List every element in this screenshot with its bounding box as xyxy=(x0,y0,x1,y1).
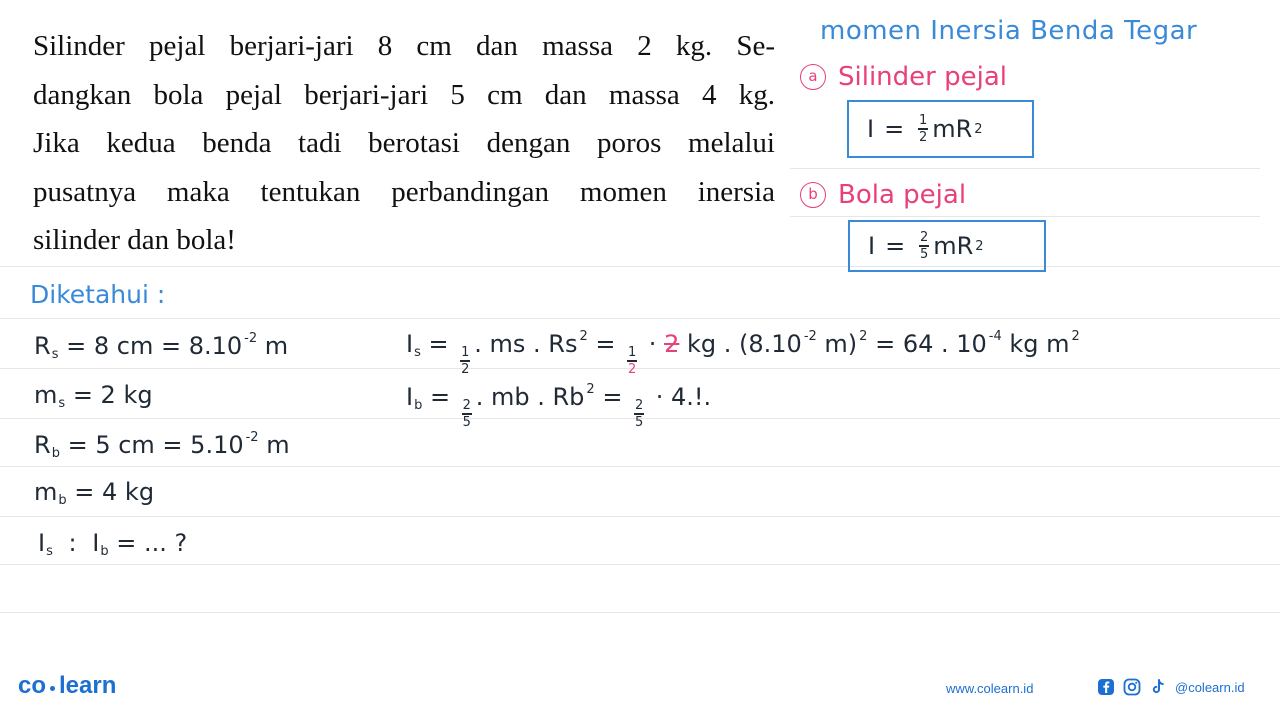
notes-title: momen Inersia Benda Tegar xyxy=(820,16,1198,46)
option-b xyxy=(800,180,966,210)
option-b-marker: b xyxy=(800,182,826,208)
problem-line: pusatnya maka tentukan perbandingan momen inersia xyxy=(33,175,775,208)
website-link[interactable]: www.colearn.id xyxy=(946,681,1034,696)
formula-box-cylinder xyxy=(847,100,1034,158)
facebook-icon[interactable] xyxy=(1097,678,1115,696)
problem-line: Silinder pejal berjari-jari 8 cm dan massa 2 kg. Se- xyxy=(33,30,775,62)
option-a xyxy=(800,62,1007,92)
problem-text xyxy=(33,22,775,265)
formula-symbol: I xyxy=(867,115,875,143)
given-radius-sphere: $R_b = 5$ cm = 5.10 $^{-2}$ m xyxy=(34,430,290,461)
formula-symbol: I xyxy=(868,232,876,260)
solution-inertia-cylinder: $I_s$ = $\frac{1}{2}$ . ms . Rs $^2$ = $\frac{1}{2}$ · 2 kg . (8.10 $^{-2}$ m) $^2$ = 64 . 10 $^{-4}$ kg m $^2$ xyxy=(406,329,1080,377)
problem-line: Jika kedua benda tadi berotasi dengan poros melalui xyxy=(33,127,775,159)
crossed-out-value: 2 xyxy=(664,330,680,358)
social-links xyxy=(1097,678,1245,696)
problem-line: dangkan bola pejal berjari-jari 5 cm dan massa 4 kg. xyxy=(33,78,775,111)
formula-equals: = xyxy=(885,232,906,260)
option-a-label: Silinder pejal xyxy=(838,62,1007,92)
option-a-marker: a xyxy=(800,64,826,90)
option-b-label: Bola pejal xyxy=(838,180,967,210)
formula-exponent: 2 xyxy=(974,121,983,137)
ruled-line xyxy=(0,466,1280,467)
problem-line: silinder dan bola! xyxy=(33,224,236,256)
given-radius-cylinder: $R_s = 8$ cm = 8.10 $^{-2}$ m xyxy=(34,331,289,362)
formula-rhs: mR xyxy=(933,232,974,260)
social-handle[interactable]: @colearn.id xyxy=(1175,679,1245,695)
ruled-line xyxy=(0,266,1280,267)
solution-inertia-sphere: $I_b$ = $\frac{2}{5}$ . mb . Rb $^2$ = $\frac{2}{5}$ · 4.!. xyxy=(406,382,712,430)
formula-rhs: mR xyxy=(932,115,973,143)
ruled-line xyxy=(0,516,1280,517)
colearn-logo: co learn xyxy=(18,672,117,699)
given-label: Diketahui : xyxy=(30,280,166,309)
instagram-icon[interactable] xyxy=(1123,678,1141,696)
tiktok-icon[interactable] xyxy=(1149,678,1167,696)
asked-ratio: $I_s$ : $I_b$ = ... ? xyxy=(38,529,188,559)
ruled-line xyxy=(0,318,1280,319)
ruled-line xyxy=(790,168,1260,169)
ruled-line xyxy=(0,564,1280,565)
formula-equals: = xyxy=(884,115,905,143)
formula-exponent: 2 xyxy=(975,238,984,254)
ruled-line xyxy=(0,612,1280,613)
ruled-line xyxy=(790,216,1260,217)
given-mass-cylinder: $m_s = 2$ kg xyxy=(34,381,153,411)
given-mass-sphere: $m_b = 4$ kg xyxy=(34,478,155,508)
formula-fraction: $\frac{1}{2}$ xyxy=(919,113,928,145)
formula-box-sphere xyxy=(848,220,1046,272)
formula-fraction: $\frac{2}{5}$ xyxy=(920,230,929,262)
